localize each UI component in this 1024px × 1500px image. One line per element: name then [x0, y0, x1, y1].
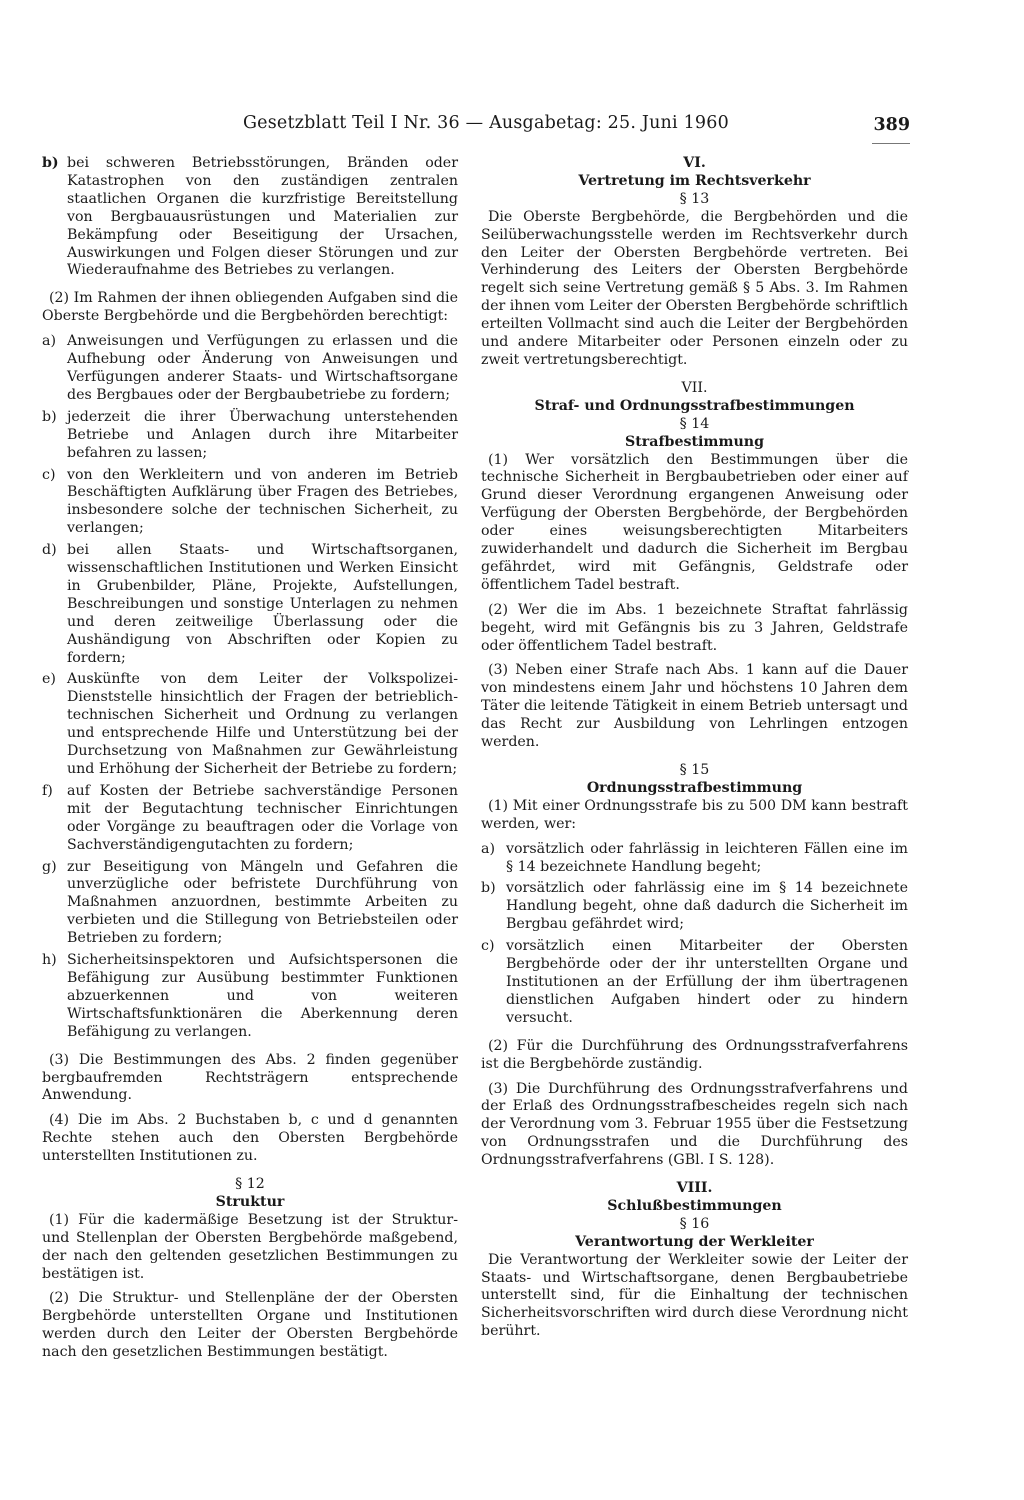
paragraph: (3) Die Durchführung des Ordnungsstrafverfahrens und der Erlaß des Ordnungsstrafbescheides regeln sich nach der Verordnung vom 3. Februar 1955 über die Festsetzung von Ordnungsstrafen und die Durchführung des Ordnungsstrafverfahrens (GBl. I S. 128).	[481, 1080, 908, 1169]
item-text: vorsätzlich einen Mitarbeiter der Obersten Bergbehörde oder der ihr unterstellten Organe und Institutionen an der Erfüllung der ihm übertragenen dienstlichen Aufgaben hindert oder zu hindern versucht.	[506, 938, 908, 1026]
section-title: Strafbestimmung	[624, 433, 765, 450]
paragraph: (4) Die im Abs. 2 Buchstaben b, c und d genannten Rechte stehen auch den Obersten Bergbehörde unterstellten Institutionen zu.	[42, 1112, 458, 1165]
right-column	[481, 155, 908, 1348]
header-rule	[872, 143, 910, 144]
item-label: b)	[42, 408, 57, 425]
item-label: a)	[481, 840, 495, 857]
section-title: Ordnungsstrafbestimmung	[586, 779, 803, 796]
list-item	[42, 333, 458, 405]
item-text: auf Kosten der Betriebe sachverständige Personen mit der Begutachtung technischer Einrichtungen oder Vorgänge zu beauftragen oder die Vorlage von Sachverständigengutachten zu fordern;	[67, 782, 458, 853]
chapter-title: Vertretung im Rechtsverkehr	[578, 172, 811, 189]
item-text: von den Werkleitern und von anderen im Betrieb Beschäftigten Aufklärung über Fragen des Betriebes, insbesondere solche der technischen Sicherheit, zu verlangen;	[67, 466, 458, 537]
paragraph: Die Verantwortung der Werkleiter sowie der Leiter der Staats- und Wirtschaftsorgane, denen Bergbaubetriebe unterstellt sind, für die Einhaltung der technischen Sicherheitsvorschriften wird durch diese Verordnung nicht berührt.	[481, 1251, 908, 1340]
paragraph: (2) Im Rahmen der ihnen obliegenden Aufgaben sind die Oberste Bergbehörde und die Bergbehörden berechtigt:	[42, 290, 458, 325]
item-text: bei allen Staats- und Wirtschaftsorganen, wissenschaftlichen Institutionen und Werken Einsicht in Grubenbilder, Pläne, Projekte, Aufstellungen, Beschreibungen und sonstige Unterlagen zu nehmen und deren zeitweilige Überlassung oder die Aushändigung von Abschriften oder Kopien zu fordern;	[67, 542, 458, 666]
item-label: b)	[42, 155, 59, 171]
section-title: Verantwortung der Werkleiter	[575, 1233, 814, 1250]
list-item	[42, 155, 458, 280]
item-label: h)	[42, 952, 57, 969]
header-title: Gesetzblatt Teil I Nr. 36 — Ausgabetag: 25. Juni 1960	[243, 113, 729, 133]
paragraph: (2) Die Struktur- und Stellenpläne der der Obersten Bergbehörde unterstellten Organe und Institutionen werden durch den Leiter der Obersten Bergbehörde nach den gesetzlichen Bestimmungen bestätigt.	[42, 1290, 458, 1361]
item-label: b)	[481, 880, 496, 897]
list-item	[42, 409, 458, 463]
list-item	[42, 783, 458, 855]
item-text: vorsätzlich oder fahrlässig in leichteren Fällen eine im § 14 bezeichnete Handlung begeht;	[506, 840, 908, 875]
paragraph: Die Oberste Bergbehörde, die Bergbehörden und die Seilüberwachungsstelle werden im Rechtsverkehr durch den Leiter der Obersten Bergbehörde vertreten. Bei Verhinderung des Leiters der Obersten Bergbehörde regelt sich seine Vertretung gemäß § 5 Abs. 3. Im Rahmen der ihnen vom Leiter der Obersten Bergbehörde schriftlich erteilten Vollmacht sind auch die Leiter der Bergbehörden und andere Mitarbeiter oder Personen einzeln oder zu zweit vertretungsberechtigt.	[481, 208, 908, 368]
item-text: bei schweren Betriebsstörungen, Bränden oder Katastrophen von den zuständigen zentralen staatlichen Organen die kurzfristige Bereitstellung von Bergbauausrüstungen und Materialien zur Bekämpfung oder Beseitigung der Ursachen, Auswirkungen und Folgen dieser Störungen und zur Wiederaufnahme des Betriebes zu verlangen.	[67, 155, 458, 279]
item-text: jederzeit die ihrer Überwachung unterstehenden Betriebe und Anlagen durch ihre Mitarbeiter befahren zu lassen;	[67, 408, 458, 461]
item-text: zur Beseitigung von Mängeln und Gefahren die unverzügliche oder befristete Durchführung von Maßnahmen anzuordnen, bestimmte Arbeiten zu verbieten und die Stillegung von Betriebsteilen oder Betrieben zu fordern;	[67, 858, 458, 947]
list-item	[481, 841, 908, 877]
item-text: Auskünfte von dem Leiter der Volkspolizei-Dienststelle hinsichtlich der Fragen der betrieblich-technischen Sicherheit und Ordnung zu verlangen und entsprechende Hilfe und Unterstützung bei der Durchsetzung von Maßnahmen zur Gewährleistung und Erhöhung der Sicherheit der Betriebe zu fordern;	[67, 671, 458, 777]
item-text: vorsätzlich oder fahrlässig eine im § 14 bezeichnete Handlung begeht, ohne daß dadurch die Sicherheit im Bergbau gefährdet wird;	[506, 880, 908, 933]
left-column	[42, 155, 458, 1369]
list-item	[481, 880, 908, 934]
item-label: g)	[42, 858, 57, 875]
chapter-number: VIII.	[676, 1180, 713, 1197]
chapter-number: VII.	[681, 379, 708, 396]
list-item	[42, 671, 458, 778]
item-text: Sicherheitsinspektoren und Aufsichtspersonen die Befähigung zur Ausübung bestimmter Funktionen abzuerkennen und von weiteren Wirtschaftsfunktionären die Aberkennung deren Befähigung zu verlangen.	[67, 952, 458, 1040]
list-item	[42, 542, 458, 667]
section-number: § 16	[679, 1215, 710, 1232]
chapter-title: Schlußbestimmungen	[607, 1197, 782, 1214]
section-title: Struktur	[215, 1193, 285, 1210]
chapter-title: Straf- und Ordnungsstrafbestimmungen	[534, 397, 855, 414]
item-label: d)	[42, 542, 57, 559]
page-number: 389	[873, 115, 910, 135]
paragraph: (2) Wer die im Abs. 1 bezeichnete Straftat fahrlässig begeht, wird mit Gefängnis bis zu 3 Jahren, Geldstrafe oder öffentlichem Tadel bestraft.	[481, 601, 908, 654]
section-number: § 13	[679, 190, 710, 207]
section-number: § 15	[679, 762, 710, 778]
list-item	[42, 859, 458, 949]
paragraph: (1) Für die kadermäßige Besetzung ist der Struktur- und Stellenplan der Obersten Bergbehörde maßgebend, der nach den geltenden gesetzlichen Bestimmungen zu bestätigen ist.	[42, 1211, 458, 1282]
section-number: § 12	[235, 1176, 265, 1193]
list-item	[42, 467, 458, 539]
list-item	[42, 952, 458, 1042]
paragraph: (1) Mit einer Ordnungsstrafe bis zu 500 DM kann bestraft werden, wer:	[481, 797, 908, 832]
chapter-number: VI.	[683, 155, 706, 171]
section-number: § 14	[679, 415, 710, 432]
item-label: e)	[42, 671, 56, 688]
page-header	[60, 113, 910, 139]
item-label: c)	[481, 938, 495, 955]
paragraph: (1) Wer vorsätzlich den Bestimmungen über die technische Sicherheit in Bergbaubetrieben oder einer auf Grund dieser Verordnung ergangenen Anweisung oder Verfügung der Obersten Bergbehörde, der Bergbehörden oder eines weisungsberechtigten Mitarbeiters zuwiderhandelt und dadurch die Sicherheit im Bergbau gefährdet, wird mit Gefängnis, Geldstrafe oder öffentlichem Tadel bestraft.	[481, 451, 908, 593]
item-label: f)	[42, 782, 53, 799]
paragraph: (2) Für die Durchführung des Ordnungsstrafverfahrens ist die Bergbehörde zuständig.	[481, 1037, 908, 1072]
item-text: Anweisungen und Verfügungen zu erlassen und die Aufhebung oder Änderung von Anweisungen und Verfügungen anderer Staats- und Wirtschaftsorgane des Bergbaues oder der Bergbaubetriebe zu fordern;	[67, 333, 458, 403]
item-label: c)	[42, 466, 56, 483]
list-item	[481, 938, 908, 1028]
item-label: a)	[42, 333, 56, 350]
paragraph: (3) Neben einer Strafe nach Abs. 1 kann auf die Dauer von mindestens einem Jahr und höchstens 10 Jahren dem Täter die leitende Tätigkeit in einem Betrieb untersagt und das Recht zur Ausbildung von Lehrlingen entzogen werden.	[481, 662, 908, 751]
paragraph: (3) Die Bestimmungen des Abs. 2 finden gegenüber bergbaufremden Rechtsträgern entsprechende Anwendung.	[42, 1051, 458, 1104]
